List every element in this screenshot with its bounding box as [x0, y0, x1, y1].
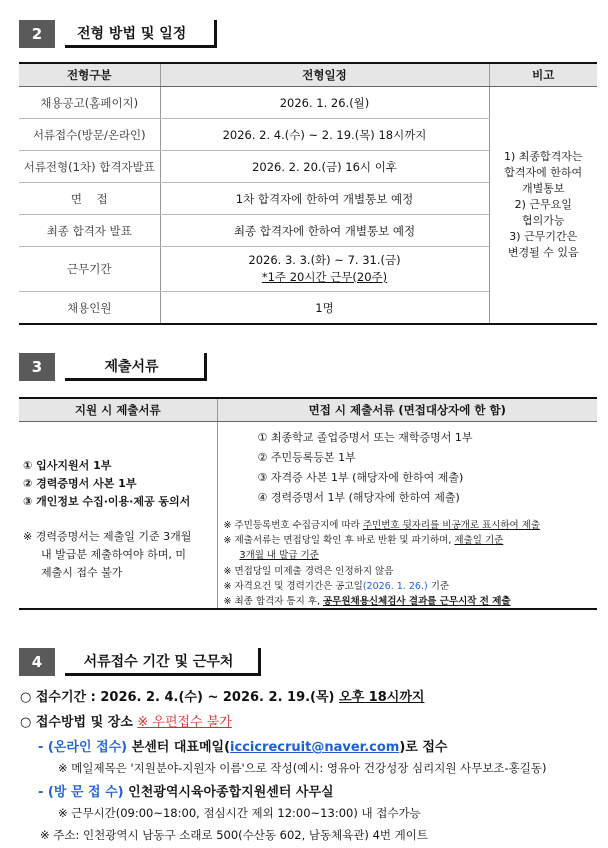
schedule-value: 2026. 2. 4.(수) ~ 2. 19.(목) 18시까지 [160, 119, 489, 151]
schedule-value: 1명 [160, 292, 489, 325]
section4-header [19, 648, 259, 676]
schedule-col-note: 비고 [489, 63, 597, 87]
schedule-table [19, 62, 597, 325]
schedule-label: 서류접수(방문/온라인) [19, 119, 160, 151]
interview-note-4 [224, 578, 450, 592]
section4-number: 4 [19, 648, 55, 676]
section3-number: 3 [19, 353, 55, 381]
no-mail-warning: ※ 우편접수 불가 [137, 715, 232, 730]
list-item: ② 경력증명서 사본 1부 [23, 477, 137, 490]
list-item: ③ 자격증 사본 1부 (해당자에 한하여 제출) [257, 471, 464, 484]
schedule-label: 채용공고(홈페이지) [19, 87, 160, 119]
visit-application [38, 781, 334, 800]
online-prefix: - (온라인 접수) [38, 740, 132, 755]
interview-documents-cell [217, 422, 597, 610]
section2-header [19, 20, 219, 48]
section4-title: 서류접수 기간 및 근무처 [65, 648, 261, 676]
note-text-underlined: 주민번호 뒷자리를 비공개로 표시하여 제출 [362, 520, 541, 531]
application-period [20, 686, 424, 705]
work-period: 2026. 3. 3.(화) ~ 7. 31.(금) [248, 253, 401, 267]
remark-line: 합격자에 한하여 [504, 166, 583, 179]
section3-header [19, 353, 219, 381]
remark-line: 개별통보 [521, 182, 565, 195]
list-item: ④ 경력증명서 1부 (해당자에 한하여 제출) [257, 491, 460, 504]
visit-prefix: - (방 문 접 수) [38, 785, 129, 800]
interview-note-3: ※ 면접당일 미제출 경력은 인정하지 않음 [223, 566, 394, 577]
remark-line: 변경될 수 있음 [507, 246, 579, 259]
list-item: ① 최종학교 졸업증명서 또는 재학증명서 1부 [257, 431, 473, 444]
schedule-value [160, 247, 489, 292]
documents-table [19, 397, 597, 610]
note-date: (2026. 1. 26.) [362, 581, 428, 592]
interview-note-1 [224, 517, 541, 531]
schedule-label: 면 접 [19, 183, 160, 215]
documents-col-apply: 지원 시 제출서류 [19, 398, 217, 422]
schedule-header-row [19, 63, 597, 87]
documents-col-interview: 면접 시 제출서류 (면접대상자에 한 함) [217, 398, 597, 422]
schedule-label: 근무기간 [19, 247, 160, 292]
schedule-col-type: 전형구분 [19, 63, 160, 87]
interview-note-2b: 3개월 내 발급 기준 [239, 550, 319, 561]
apply-note-line: 제출시 접수 불가 [41, 566, 123, 579]
note-text: ※ 제출서류는 면접당일 확인 후 바로 반환 및 파기하며, [223, 535, 455, 546]
section2-number: 2 [19, 20, 55, 48]
schedule-value: 2026. 1. 26.(월) [160, 87, 489, 119]
remark-line: 3) 근무기간은 [509, 230, 578, 243]
table-row [19, 87, 597, 119]
note-text: ※ 자격요건 및 경력기간은 공고일 [223, 581, 363, 592]
note-text: ※ 주민등록번호 수집금지에 따라 [223, 520, 363, 531]
address-note: ※ 주소: 인천광역시 남동구 소래로 500(수산동 602, 남동체육관) 4번 게이트 [40, 828, 428, 842]
schedule-value: 2026. 2. 20.(금) 16시 이후 [160, 151, 489, 183]
visit-text: 인천광역시육아종합지원센터 사무실 [128, 785, 334, 800]
schedule-label: 서류전형(1차) 합격자발표 [19, 151, 160, 183]
interview-note-5 [224, 593, 511, 607]
hours-note: ※ 근무시간(09:00~18:00, 점심시간 제외 12:00~13:00) 내 접수가능 [58, 806, 421, 820]
method-label: ○ 접수방법 및 장소 [20, 715, 138, 730]
remark-line: 1) 최종합격자는 [503, 150, 583, 163]
apply-documents-cell [19, 422, 217, 610]
schedule-label: 최종 합격자 발표 [19, 215, 160, 247]
schedule-label: 채용인원 [67, 300, 112, 315]
note-text-underlined: 제출일 기준 [454, 535, 504, 546]
work-hours: *1주 20시간 근무(20주) [261, 270, 388, 284]
note-text-bold: 공무원채용신체검사 결과를 근무시작 전 제출 [323, 596, 511, 607]
schedule-value: 1차 합격자에 한하여 개별통보 예정 [160, 183, 489, 215]
apply-note-line: ※ 경력증명서는 제출일 기준 3개월 [23, 530, 192, 543]
list-item: ③ 개인정보 수집·이용·제공 동의서 [23, 495, 191, 508]
period-time: 오후 18시까지 [339, 690, 425, 705]
online-suffix: )로 접수 [399, 740, 448, 755]
list-item: ② 주민등록등본 1부 [257, 451, 356, 464]
remark-line: 협의가능 [521, 214, 565, 227]
schedule-value: 최종 합격자에 한하여 개별통보 예정 [160, 215, 489, 247]
documents-body-row [19, 422, 597, 610]
application-method [20, 711, 232, 730]
note-text: ※ 최종 합격자 통지 후, [223, 596, 323, 607]
list-item: ① 입사지원서 1부 [23, 459, 112, 472]
mail-title-note: ※ 메일제목은 '지원분야-지원자 이름'으로 작성(예시: 영유아 건강성장 심리지원 사무보조-홍길동) [58, 761, 547, 775]
period-label: ○ 접수기간 : 2026. 2. 4.(수) ~ 2026. 2. 19.(목) [20, 690, 340, 705]
online-text: 본센터 대표메일( [131, 740, 231, 755]
email-link[interactable]: iccicrecruit@naver.com [230, 740, 400, 755]
note-text: 기준 [427, 581, 450, 592]
remark-line: 2) 근무요일 [514, 198, 572, 211]
section3-title: 제출서류 [65, 353, 207, 381]
documents-header-row [19, 398, 597, 422]
apply-note-line: 내 발급분 제출하여야 하며, 미 [41, 548, 186, 561]
schedule-col-date: 전형일정 [160, 63, 489, 87]
section2-title: 전형 방법 및 일정 [65, 20, 217, 48]
online-application [38, 736, 448, 755]
interview-note-2 [224, 532, 504, 546]
schedule-remarks [489, 87, 597, 325]
